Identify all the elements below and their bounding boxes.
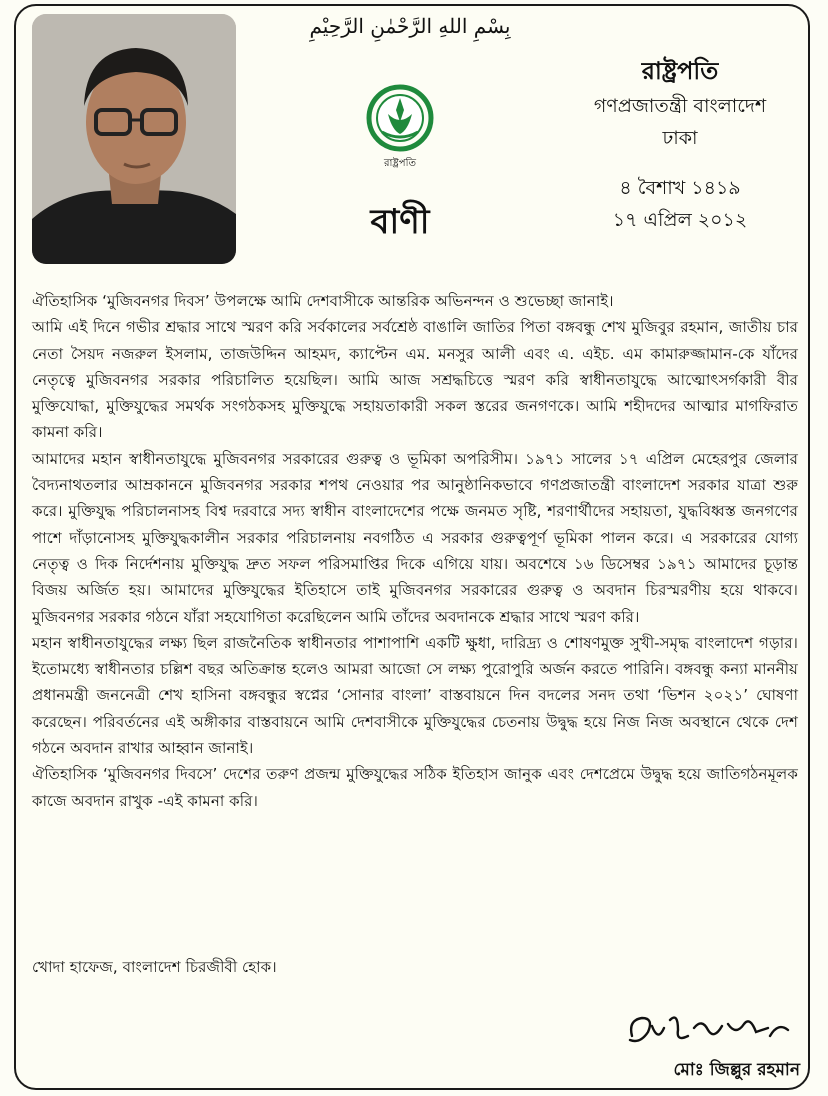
bismillah-calligraphy: بِسْمِ اللهِ الرَّحْمٰنِ الرَّحِيْمِ [309,14,511,38]
page-title: বাণী [370,202,430,242]
paragraph: আমি এই দিনে গভীর শ্রদ্ধার সাথে স্মরণ করি সর্বকালের সর্বশ্রেষ্ঠ বাঙালি জাতির পিতা বঙ্গবন্ধু শেখ মুজিবুর রহমান, জাতীয় চার নেতা সৈয়দ নজরুল ইসলাম, তাজউদ্দিন আহমদ, ক্যাপ্টেন এম. মনসুর আলী এবং এ. এইচ. এম কামারুজ্জামান-কে যাঁদের নেতৃত্বে মুজিবনগর সরকার পরিচালিত হয়েছিল। আমি আজ সশ্রদ্ধচিত্তে স্মরণ করি স্বাধীনতাযুদ্ধে আত্মোৎসর্গকারী বীর মুক্তিযোদ্ধা, মুক্তিযুদ্ধের সমর্থক সংগঠকসহ মুক্তিযুদ্ধে সহায়তাকারী সকল স্তরের জনগণকে। আমি শহীদদের আত্মার মাগফিরাত কামনা করি। [32,318,799,442]
office-city: ঢাকা [662,127,698,149]
handwritten-signature [618,1006,798,1052]
signatory-name: মোঃ জিল্লুর রহমান [673,1060,800,1080]
paragraph: মহান স্বাধীনতাযুদ্ধের লক্ষ্য ছিল রাজনৈতিক স্বাধীনতার পাশাপাশি একটি ক্ষুধা, দারিদ্র্য ও শোষণমুক্ত সুখী-সমৃদ্ধ বাংলাদেশ গড়ার। ইতোমধ্যে স্বাধীনতার চল্লিশ বছর অতিক্রান্ত হলেও আমরা আজো সে লক্ষ্য পুরোপুরি অর্জন করতে পারিনি। বঙ্গবন্ধু কন্যা মাননীয় প্রধানমন্ত্রী জননেত্রী শেখ হাসিনা বঙ্গবন্ধুর স্বপ্নের ‘সোনার বাংলা’ বাস্তবায়নে দিন বদলের সনদ তথা ‘ভিশন ২০২১’ ঘোষণা করেছেন। পরিবর্তনের এই অঙ্গীকার বাস্তবায়নে আমি দেশবাসীকে মুক্তিযুদ্ধের চেতনায় উদ্বুদ্ধ হয়ে নিজ নিজ অবস্থানে থেকে দেশ গঠনে অবদান রাখার আহ্বান জানাই। [32,633,798,758]
message-body [32,288,798,814]
office-block [560,52,800,236]
date-gregorian: ১৭ এপ্রিল ২০১২ [612,209,748,231]
emblem-label: রাষ্ট্রপতি [384,158,416,169]
office-republic: গণপ্রজাতন্ত্রী বাংলাদেশ [593,95,767,117]
paragraph: আমাদের মহান স্বাধীনতাযুদ্ধে মুজিবনগর সরকারের গুরুত্ব ও ভূমিকা অপরিসীম। ১৯৭১ সালের ১৭ এপ্রিল মেহেরপুর জেলার বৈদ্যনাথতলার আম্রকাননে মুজিবনগর সরকার শপথ নেওয়ার পর আনুষ্ঠানিকভাবে গণপ্রজাতন্ত্রী বাংলাদেশ সরকার যাত্রা শুরু করে। মুক্তিযুদ্ধ পরিচালনাসহ বিশ্ব দরবারে সদ্য স্বাধীন বাংলাদেশের পক্ষে জনমত সৃষ্টি, শরণার্থীদের সহায়তা, যুদ্ধবিধ্বস্ত জনগণের পাশে দাঁড়ানোসহ মুক্তিযুদ্ধকালীন সরকার পরিচালনায় নবগঠিত এ সরকার গুরুত্বপূর্ণ ভূমিকা পালন করে। এ সরকারের যোগ্য নেতৃত্ব ও দিক নির্দেশনায় মুক্তিযুদ্ধ দ্রুত সফল পরিসমাপ্তির দিকে এগিয়ে যায়। অবশেষে ১৬ ডিসেম্বর ১৯৭১ আমাদের চূড়ান্ত বিজয় অর্জিত হয়। আমাদের মুক্তিযুদ্ধের ইতিহাসে তাই মুজিবনগর সরকারের গুরুত্ব ও অবদান চিরস্মরণীয় হয়ে থাকবে। মুজিবনগর সরকার গঠনে যাঁরা সহযোগিতা করেছিলেন আমি তাঁদের অবদানকে শ্রদ্ধার সাথে স্মরণ করি। [32,449,798,626]
paragraph: ঐতিহাসিক ‘মুজিবনগর দিবস’ উপলক্ষে আমি দেশবাসীকে আন্তরিক অভিনন্দন ও শুভেচ্ছা জানাই। [32,292,614,310]
president-portrait [32,14,236,264]
closing-line: খোদা হাফেজ, বাংলাদেশ চিরজীবী হোক। [32,958,277,976]
date-bangla: ৪ বৈশাখ ১৪১৯ [619,177,741,199]
office-name: রাষ্ট্রপতি [641,57,719,85]
presidential-emblem [364,82,436,172]
paragraph: ঐতিহাসিক ‘মুজিবনগর দিবসে’ দেশের তরুণ প্রজন্ম মুক্তিযুদ্ধের সঠিক ইতিহাস জানুক এবং দেশপ্রেমে উদ্বুদ্ধ হয়ে জাতিগঠনমূলক কাজে অবদান রাখুক -এই কামনা করি। [32,765,798,810]
